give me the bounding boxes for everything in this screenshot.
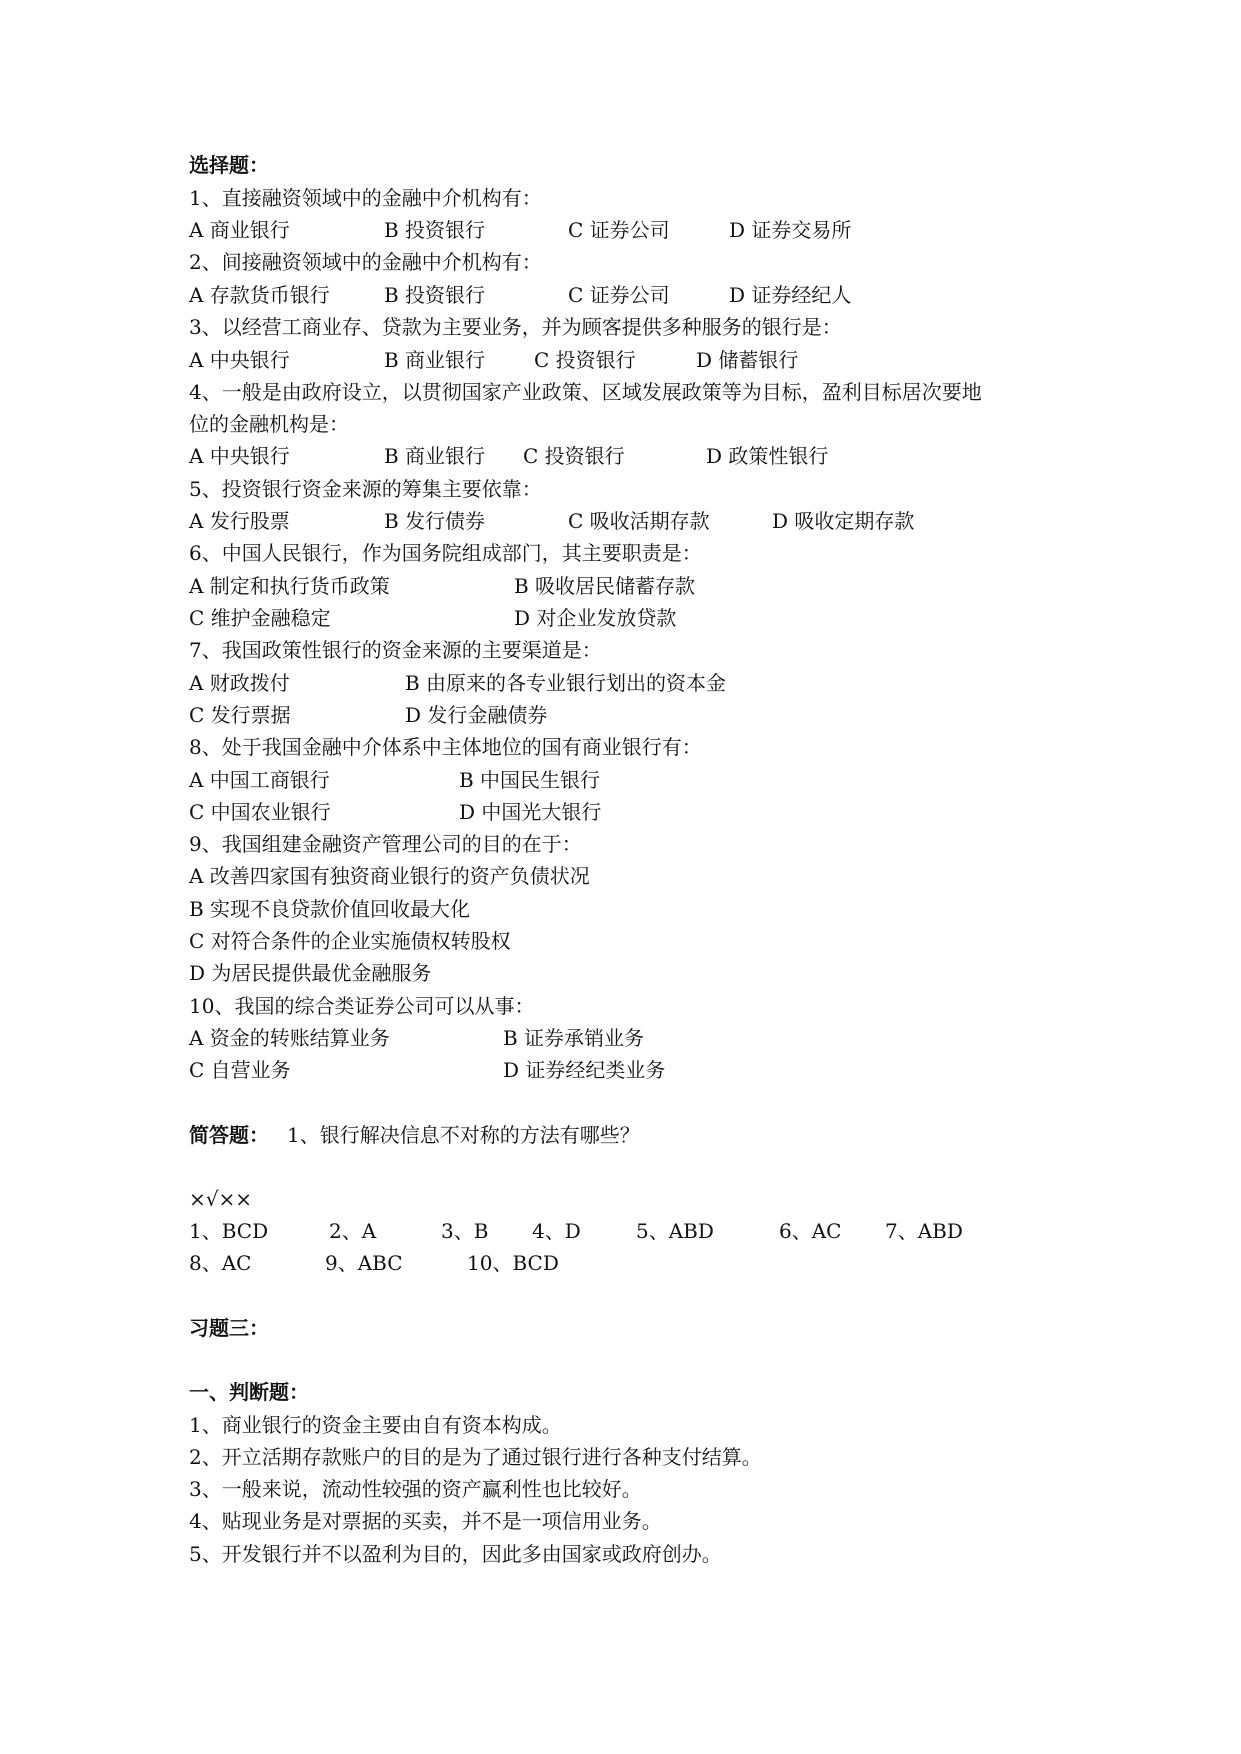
- option: B 投资银行: [384, 218, 486, 242]
- option: A 中央银行: [189, 444, 290, 468]
- answer-item: 2、A: [329, 1219, 377, 1243]
- choice-heading: 选择题：: [189, 153, 269, 177]
- option: D 发行金融债券: [405, 703, 548, 727]
- question-stem: 1、直接融资领域中的金融中介机构有：: [189, 186, 542, 210]
- short-answer-question: 1、银行解决信息不对称的方法有哪些？: [287, 1123, 640, 1147]
- option: C 投资银行: [534, 348, 636, 372]
- answer-item: 10、BCD: [467, 1251, 559, 1275]
- answer-item: 6、AC: [779, 1219, 842, 1243]
- option: B 证券承销业务: [503, 1026, 645, 1050]
- option: A 制定和执行货币政策: [189, 574, 390, 598]
- question-stem: 9、我国组建金融资产管理公司的目的在于：: [189, 832, 582, 856]
- option: C 投资银行: [523, 444, 625, 468]
- option: B 实现不良贷款价值回收最大化: [189, 897, 471, 921]
- question-stem-continued: 位的金融机构是：: [189, 412, 349, 436]
- question-stem: 5、投资银行资金来源的筹集主要依靠：: [189, 477, 542, 501]
- option: A 发行股票: [189, 509, 290, 533]
- answer-item: 3、B: [441, 1219, 489, 1243]
- option: D 对企业发放贷款: [514, 606, 677, 630]
- answer-item: 9、ABC: [325, 1251, 403, 1275]
- option: B 商业银行: [384, 444, 486, 468]
- option: A 财政拨付: [189, 671, 290, 695]
- option: A 资金的转账结算业务: [189, 1026, 390, 1050]
- option: C 对符合条件的企业实施债权转股权: [189, 929, 511, 953]
- short-answer-heading: 简答题：: [189, 1123, 269, 1147]
- true-false-item: 2、开立活期存款账户的目的是为了通过银行进行各种支付结算。: [189, 1445, 762, 1469]
- option: D 储蓄银行: [696, 348, 799, 372]
- option: C 维护金融稳定: [189, 606, 331, 630]
- option: A 存款货币银行: [189, 283, 330, 307]
- option: D 证券交易所: [729, 218, 852, 242]
- option: D 证券经纪人: [729, 283, 852, 307]
- option: D 中国光大银行: [459, 800, 602, 824]
- true-false-item: 1、商业银行的资金主要由自有资本构成。: [189, 1413, 562, 1437]
- true-false-item: 5、开发银行并不以盈利为目的，因此多由国家或政府创办。: [189, 1542, 722, 1566]
- question-stem: 2、间接融资领域中的金融中介机构有：: [189, 250, 542, 274]
- option: A 商业银行: [189, 218, 290, 242]
- true-false-item: 3、一般来说，流动性较强的资产赢利性也比较好。: [189, 1477, 642, 1501]
- option: C 发行票据: [189, 703, 291, 727]
- question-stem: 7、我国政策性银行的资金来源的主要渠道是：: [189, 638, 602, 662]
- option: C 自营业务: [189, 1058, 291, 1082]
- option: C 吸收活期存款: [568, 509, 710, 533]
- question-stem: 6、中国人民银行，作为国务院组成部门，其主要职责是：: [189, 541, 702, 565]
- option: D 吸收定期存款: [772, 509, 915, 533]
- option: D 为居民提供最优金融服务: [189, 961, 432, 985]
- question-stem: 3、以经营工商业存、贷款为主要业务，并为顾客提供多种服务的银行是：: [189, 315, 842, 339]
- option: A 改善四家国有独资商业银行的资产负债状况: [189, 864, 590, 888]
- true-false-marks: ×√××: [189, 1187, 253, 1211]
- answer-item: 8、AC: [189, 1251, 252, 1275]
- option: A 中国工商银行: [189, 768, 330, 792]
- answer-item: 4、D: [532, 1219, 581, 1243]
- option: C 中国农业银行: [189, 800, 331, 824]
- question-stem: 10、我国的综合类证券公司可以从事：: [189, 994, 535, 1018]
- option: B 中国民生银行: [459, 768, 601, 792]
- option: B 发行债券: [384, 509, 486, 533]
- option: B 由原来的各专业银行划出的资本金: [405, 671, 727, 695]
- option: B 商业银行: [384, 348, 486, 372]
- option: C 证券公司: [568, 218, 670, 242]
- option: B 投资银行: [384, 283, 486, 307]
- option: C 证券公司: [568, 283, 670, 307]
- exercise-three-heading: 习题三：: [189, 1316, 269, 1340]
- question-stem: 4、一般是由政府设立，以贯彻国家产业政策、区域发展政策等为目标，盈利目标居次要地: [189, 380, 982, 404]
- true-false-heading: 一、判断题：: [189, 1380, 309, 1404]
- answer-item: 7、ABD: [885, 1219, 963, 1243]
- answer-item: 5、ABD: [636, 1219, 714, 1243]
- answer-item: 1、BCD: [189, 1219, 269, 1243]
- true-false-item: 4、贴现业务是对票据的买卖，并不是一项信用业务。: [189, 1509, 662, 1533]
- option: D 政策性银行: [706, 444, 829, 468]
- option: A 中央银行: [189, 348, 290, 372]
- option: B 吸收居民储蓄存款: [514, 574, 696, 598]
- question-stem: 8、处于我国金融中介体系中主体地位的国有商业银行有：: [189, 735, 702, 759]
- option: D 证券经纪类业务: [503, 1058, 666, 1082]
